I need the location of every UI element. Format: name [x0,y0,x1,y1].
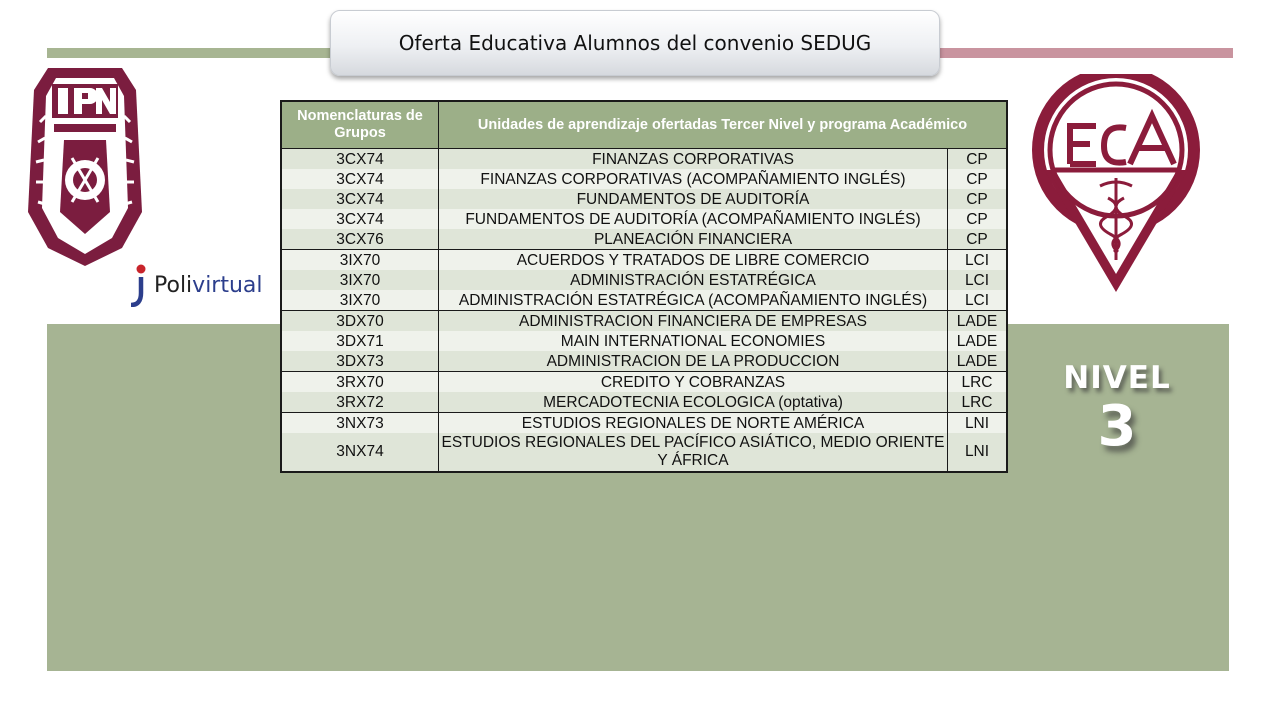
cell-unit: ESTUDIOS REGIONALES DEL PACÍFICO ASIÁTICO, MEDIO ORIENTE Y ÁFRICA [439,433,948,472]
cell-group: 3CX74 [281,149,439,170]
course-offer-table [280,100,1008,473]
cell-unit: ACUERDOS Y TRATADOS DE LIBRE COMERCIO [439,250,948,271]
esca-logo [1030,74,1202,296]
level-number: 3 [1097,394,1137,459]
table-row [281,331,1007,351]
cell-program: LRC [948,392,1008,413]
cell-unit: MERCADOTECNIA ECOLOGICA (optativa) [439,392,948,413]
cell-program: CP [948,169,1008,189]
cell-unit: ESTUDIOS REGIONALES DE NORTE AMÉRICA [439,413,948,434]
header-bar-right [925,48,1233,58]
polivirtual-suffix: virtual [192,272,263,298]
cell-unit: ADMINISTRACIÓN ESTATRÉGICA [439,270,948,290]
cell-group: 3DX71 [281,331,439,351]
cell-group: 3IX70 [281,290,439,311]
cell-program: LNI [948,433,1008,472]
cell-unit: FUNDAMENTOS DE AUDITORÍA (ACOMPAÑAMIENTO INGLÉS) [439,209,948,229]
table-row [281,311,1007,332]
table-row [281,189,1007,209]
cell-program: LADE [948,331,1008,351]
table-row [281,169,1007,189]
polivirtual-logo [128,262,263,308]
cell-program: LNI [948,413,1008,434]
cell-program: LCI [948,290,1008,311]
table-row [281,229,1007,250]
table-row [281,149,1007,170]
ipn-logo [24,62,146,268]
header-units: Unidades de aprendizaje ofertadas Tercer Nivel y programa Académico [439,101,1008,149]
cell-unit: MAIN INTERNATIONAL ECONOMIES [439,331,948,351]
table-row [281,392,1007,413]
header-bar-left [47,48,347,58]
level-word: NIVEL [1063,360,1171,396]
cell-unit: ADMINISTRACION FINANCIERA DE EMPRESAS [439,311,948,332]
cell-group: 3RX72 [281,392,439,413]
cell-group: 3IX70 [281,250,439,271]
cell-unit: FINANZAS CORPORATIVAS (ACOMPAÑAMIENTO INGLÉS) [439,169,948,189]
cell-unit: FINANZAS CORPORATIVAS [439,149,948,170]
table-row [281,433,1007,472]
level-badge [1058,360,1176,459]
cell-group: 3IX70 [281,270,439,290]
page-title: Oferta Educativa Alumnos del convenio SEDUG [330,10,940,76]
cell-program: LRC [948,372,1008,393]
polivirtual-prefix: Poli [154,272,193,298]
cell-unit: ADMINISTRACION DE LA PRODUCCION [439,351,948,372]
polivirtual-i-icon [128,263,150,307]
table-row [281,413,1007,434]
table-row [281,372,1007,393]
cell-program: LADE [948,351,1008,372]
cell-group: 3DX73 [281,351,439,372]
cell-program: LCI [948,250,1008,271]
header-groups: Nomenclaturas de Grupos [281,101,439,149]
cell-group: 3RX70 [281,372,439,393]
cell-unit: CREDITO Y COBRANZAS [439,372,948,393]
cell-unit: ADMINISTRACIÓN ESTATRÉGICA (ACOMPAÑAMIENTO INGLÉS) [439,290,948,311]
table-row [281,351,1007,372]
table-row [281,209,1007,229]
table-header-row [281,101,1007,149]
table-row [281,250,1007,271]
cell-unit: FUNDAMENTOS DE AUDITORÍA [439,189,948,209]
cell-program: CP [948,149,1008,170]
cell-group: 3CX74 [281,169,439,189]
table-body [281,149,1007,473]
table-row [281,290,1007,311]
cell-group: 3CX74 [281,209,439,229]
table-row [281,270,1007,290]
cell-program: LADE [948,311,1008,332]
cell-program: CP [948,209,1008,229]
cell-group: 3NX74 [281,433,439,472]
cell-group: 3CX74 [281,189,439,209]
cell-unit: PLANEACIÓN FINANCIERA [439,229,948,250]
cell-group: 3CX76 [281,229,439,250]
cell-group: 3NX73 [281,413,439,434]
cell-program: LCI [948,270,1008,290]
cell-program: CP [948,229,1008,250]
cell-group: 3DX70 [281,311,439,332]
cell-program: CP [948,189,1008,209]
